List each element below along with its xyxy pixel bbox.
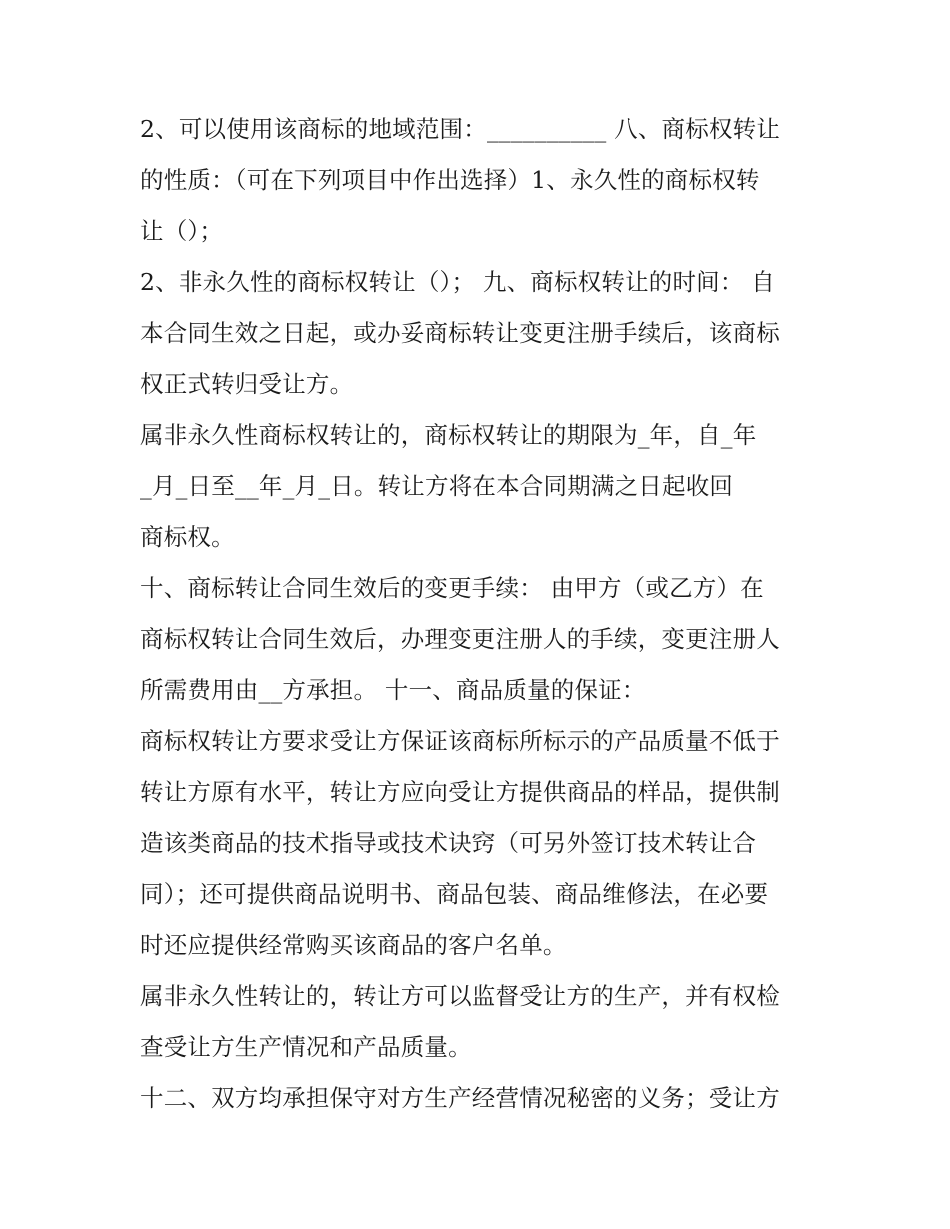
text-line-19: 查受让方生产情况和产品质量。 [140, 1033, 472, 1061]
text-line-7: 属非永久性商标权转让的，商标权转让的期限为_年，自_年 [140, 421, 757, 449]
text-line-17: 时还应提供经常购买该商品的客户名单。 [140, 931, 567, 959]
text-line-2: 的性质：（可在下列项目中作出选择）1、永久性的商标权转 [140, 166, 760, 194]
text-line-13: 商标权转让方要求受让方保证该商标所标示的产品质量不低于 [140, 727, 780, 755]
text-line-3: 让（）； [140, 217, 224, 245]
text-line-12: 所需费用由__方承担。 十一、商品质量的保证： [140, 676, 646, 704]
text-line-18: 属非永久性转让的，转让方可以监督受让方的生产，并有权检 [140, 982, 780, 1010]
text-line-1: 2、可以使用该商标的地域范围：__________ 八、商标权转让 [140, 115, 781, 143]
text-line-15: 造该类商品的技术指导或技术诀窍（可另外签订技术转让合 [140, 829, 757, 857]
text-line-8: _月_日至__年_月_日。转让方将在本合同期满之日起收回 [140, 472, 734, 500]
text-line-11: 商标权转让合同生效后，办理变更注册人的手续，变更注册人 [140, 625, 780, 653]
text-line-6: 权正式转归受让方。 [140, 370, 354, 398]
text-line-16: 同）；还可提供商品说明书、商品包装、商品维修法，在必要 [140, 880, 769, 908]
text-line-14: 转让方原有水平，转让方应向受让方提供商品的样品，提供制 [140, 778, 780, 806]
text-line-5: 本合同生效之日起，或办妥商标转让变更注册手续后，该商标 [140, 319, 780, 347]
text-line-20: 十二、双方均承担保守对方生产经营情况秘密的义务；受让方 [140, 1084, 780, 1112]
text-line-4: 2、非永久性的商标权转让（）； 九、商标权转让的时间： 自 [140, 268, 775, 296]
document-body [140, 104, 815, 1124]
text-line-9: 商标权。 [140, 523, 235, 551]
text-line-10: 十、商标转让合同生效后的变更手续： 由甲方（或乙方）在 [140, 574, 764, 602]
